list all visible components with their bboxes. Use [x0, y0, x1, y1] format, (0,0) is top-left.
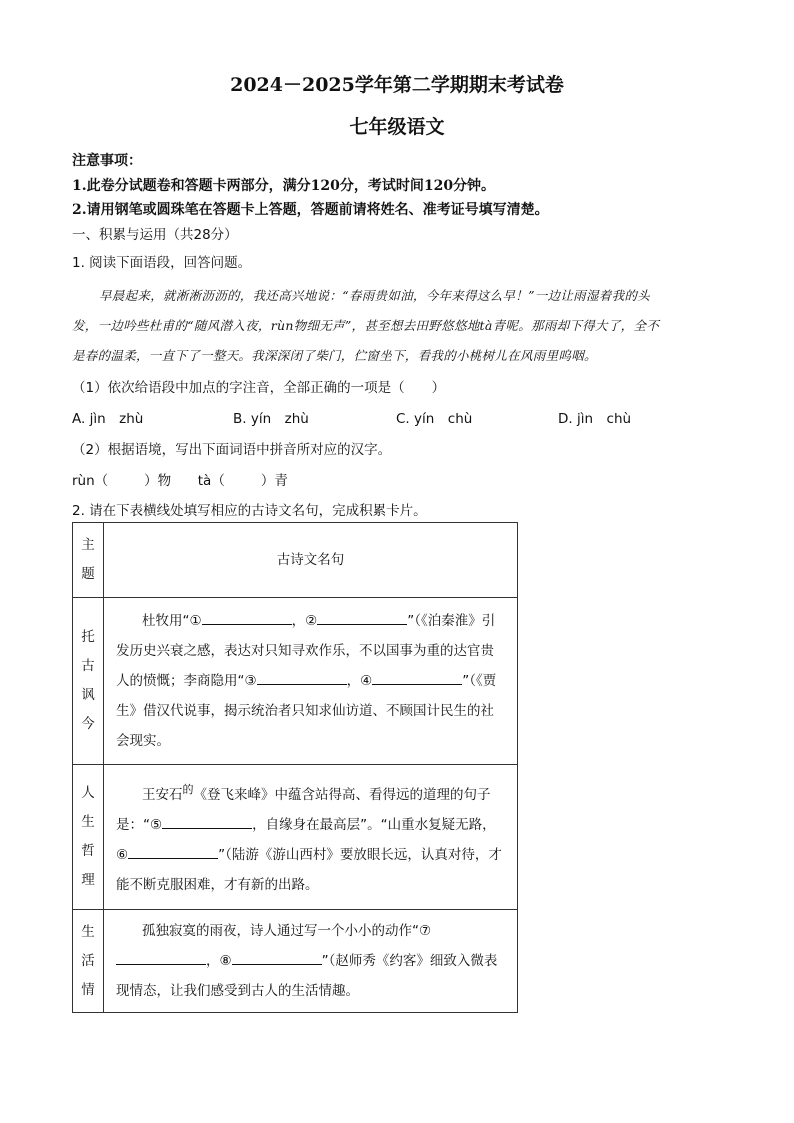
- answer-blank[interactable]: [128, 844, 218, 859]
- q1-passage-line-1: 早晨起来，就淅淅沥沥的，我还高兴地说：“春雨贵如油，今年来得这么早！”一边让雨湿着我的头: [99, 288, 650, 303]
- row-theme-cell: 人生哲理: [73, 765, 104, 910]
- row-content-cell: 杜牧用“① ，② ”（《泊秦淮》引发历史兴衰之感，表达对只知寻欢作乐，不以国事为重的达官贵人的愤慨；李商隐用“③ ，④ ”（《贾生》借汉代说事，揭示统治者只知求仙访道、不顾国计民生的社会现实。: [104, 598, 518, 765]
- answer-blank[interactable]: [257, 670, 347, 685]
- answer-blank[interactable]: [232, 950, 322, 965]
- exam-title: 2024－2025学年第二学期期末考试卷: [230, 74, 564, 96]
- answer-blank[interactable]: [116, 950, 206, 965]
- answer-blank[interactable]: [317, 610, 407, 625]
- notice-line-1: 1.此卷分试题卷和答题卡两部分，满分120分，考试时间120分钟。: [72, 178, 496, 194]
- answer-blank[interactable]: [162, 814, 252, 829]
- answer-blank[interactable]: [202, 610, 292, 625]
- row-theme-cell: 托古讽今: [73, 598, 104, 765]
- option-c: C. yín chù: [396, 411, 473, 427]
- option-a: A. jìn zhù: [72, 411, 144, 427]
- header-content-cell: 古诗文名句: [104, 523, 518, 598]
- row-content-cell: 王安石$^的$《登飞来峰》中蕴含站得高、看得远的道理的句子是：“⑤ ，自缘身在最高层”。“山重水复疑无路，⑥ ”（陆游《游山西村》要放眼长远，认真对待，才能不断克服困难，才有新的出路。: [104, 765, 518, 910]
- accumulation-card-table: [72, 522, 518, 1013]
- row-content-cell: 孤独寂寞的雨夜，诗人通过写一个小小的动作“⑦，⑧ ”（赵师秀《约客》细致入微表现情态，让我们感受到古人的生活情趣。: [104, 910, 518, 1013]
- fill-run: rùn（ ）物 tà（ ）青: [72, 473, 288, 489]
- section-1-heading: 一、积累与运用（共28分）: [72, 227, 238, 243]
- notice-line-2: 2.请用钢笔或圆珠笔在答题卡上答题，答题前请将姓名、准考证号填写清楚。: [72, 202, 549, 218]
- option-d: D. jìn chù: [558, 411, 632, 427]
- header-theme-cell: 主 题: [73, 523, 104, 598]
- table-row: [73, 910, 518, 1013]
- q1-passage-line-2: 发，一边吟些杜甫的“随风潜入夜，rùn物细无声”，甚至想去田野悠悠地tà青呢。那雨却下得大了，全不: [72, 318, 660, 333]
- table-row: [73, 765, 518, 910]
- option-b: B. yín zhù: [233, 411, 309, 427]
- q1-sub-question-1: （1）依次给语段中加点的字注音，全部正确的一项是（ ）: [72, 380, 446, 396]
- answer-blank[interactable]: [372, 670, 462, 685]
- q2-stem: 2. 请在下表横线处填写相应的古诗文名句，完成积累卡片。: [72, 503, 427, 519]
- exam-subtitle: 七年级语文: [349, 116, 445, 138]
- notice-heading: 注意事项：: [72, 153, 142, 169]
- q1-stem: 1. 阅读下面语段，回答问题。: [72, 255, 252, 271]
- q1-passage-line-3: 是春的温柔，一直下了一整天。我深深闭了柴门，伫窗坐下，看我的小桃树儿在风雨里呜咽。: [72, 348, 597, 363]
- q1-sub-question-2: （2）根据语境，写出下面词语中拼音所对应的汉字。: [72, 442, 392, 458]
- table-row: [73, 598, 518, 765]
- table-header-row: [73, 523, 518, 598]
- row-theme-cell: 生活情: [73, 910, 104, 1013]
